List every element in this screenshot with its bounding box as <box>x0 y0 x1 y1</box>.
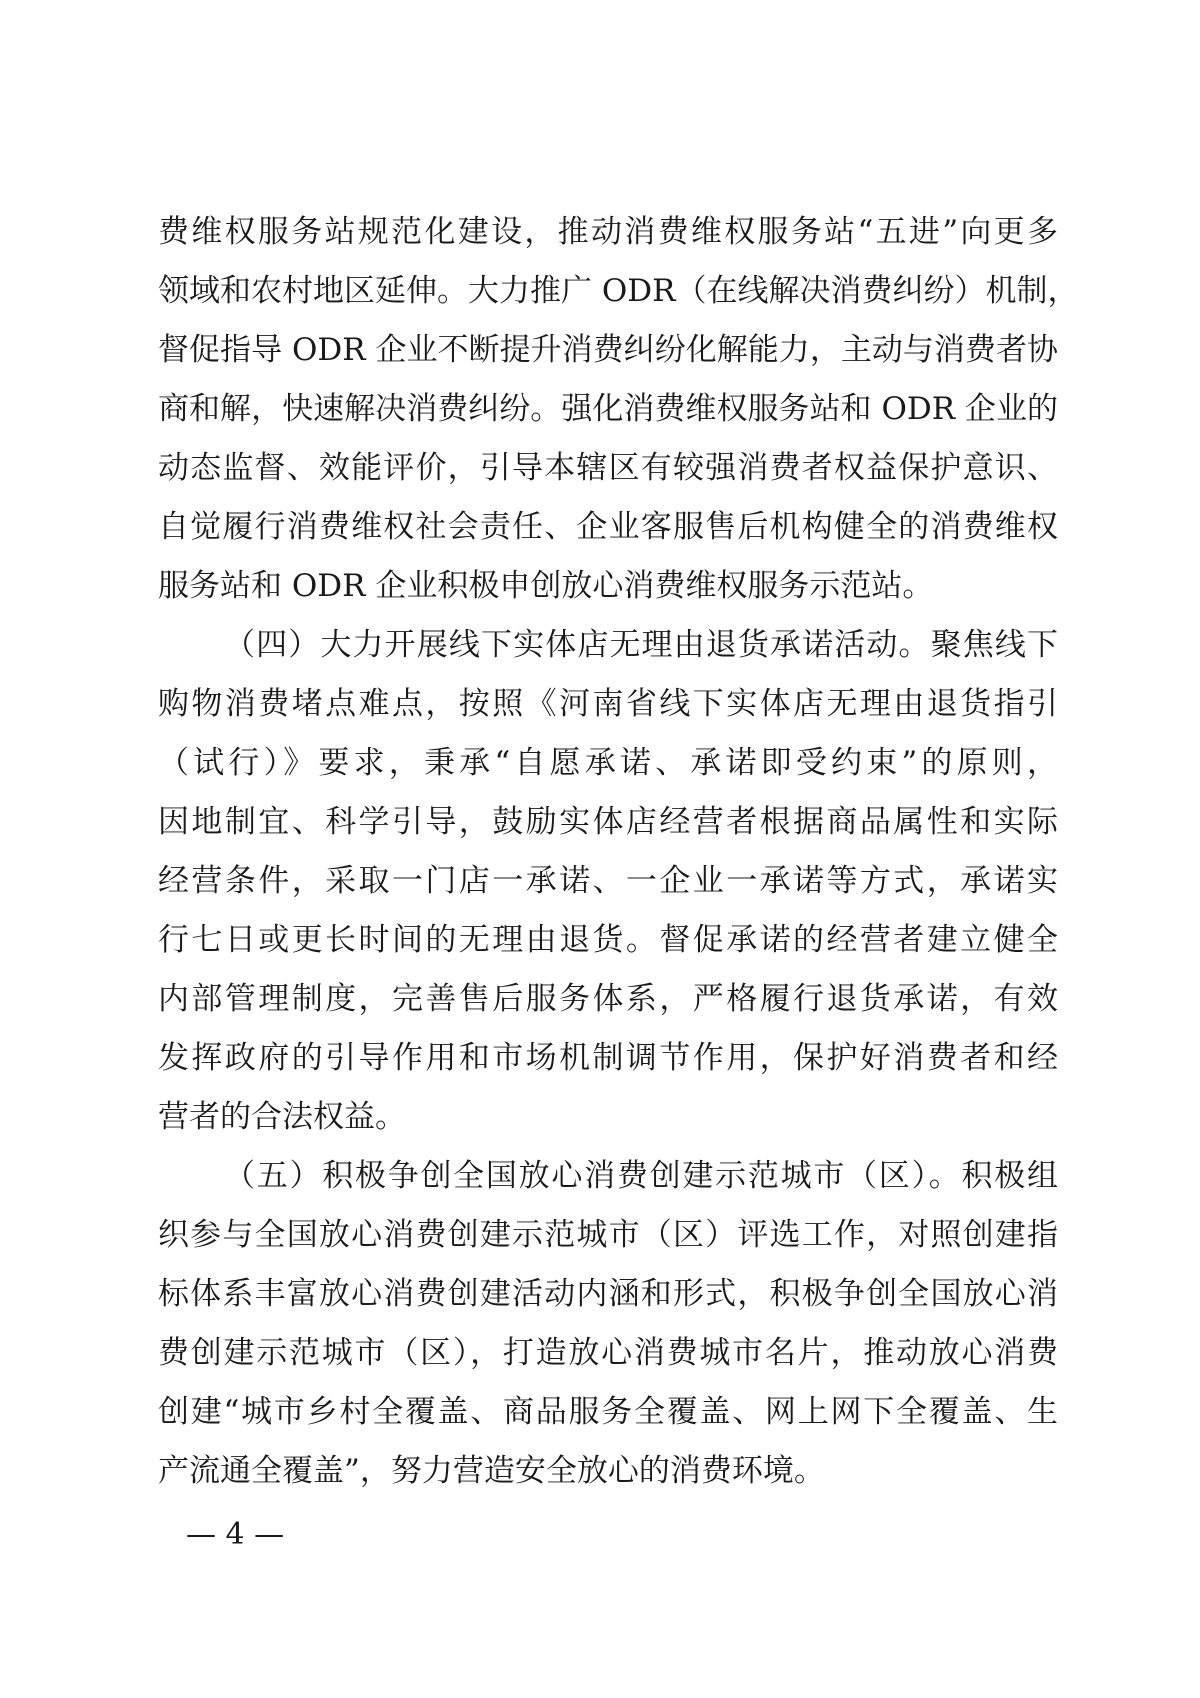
text-line: 督促指导 ODR 企业不断提升消费纠纷化解能力，主动与消费者协 <box>158 332 1058 368</box>
body-text <box>158 203 1079 1501</box>
text-line: 发挥政府的引导作用和市场机制调节作用，保护好消费者和经 <box>158 1040 1058 1076</box>
text-line: 费创建示范城市（区），打造放心消费城市名片，推动放心消费 <box>158 1335 1058 1371</box>
text-line: 费维权服务站规范化建设，推动消费维权服务站“五进”向更多 <box>158 214 1058 250</box>
text-line: 因地制宜、科学引导，鼓励实体店经营者根据商品属性和实际 <box>158 804 1058 840</box>
section-heading-line: （五）积极争创全国放心消费创建示范城市（区）。积极组 <box>224 1158 1058 1194</box>
text-line: 营者的合法权益。 <box>158 1099 406 1135</box>
page-number: — 4 — <box>186 1517 285 1552</box>
paragraph-3 <box>158 1147 1058 1501</box>
text-line: （试行）》要求，秉承“自愿承诺、承诺即受约束”的原则， <box>158 745 1058 781</box>
text-line: 创建“城市乡村全覆盖、商品服务全覆盖、网上网下全覆盖、生 <box>158 1394 1058 1430</box>
text-line: 商和解，快速解决消费纠纷。强化消费维权服务站和 ODR 企业的 <box>158 391 1058 427</box>
text-line: 领域和农村地区延伸。大力推广 ODR（在线解决消费纠纷）机制， <box>158 273 1079 309</box>
text-line: 产流通全覆盖”，努力营造安全放心的消费环境。 <box>158 1453 825 1489</box>
paragraph-2 <box>158 616 1058 1147</box>
section-heading-line: （四）大力开展线下实体店无理由退货承诺活动。聚焦线下 <box>224 627 1058 663</box>
text-line: 标体系丰富放心消费创建活动内涵和形式，积极争创全国放心消 <box>158 1276 1058 1312</box>
text-line: 服务站和 ODR 企业积极申创放心消费维权服务示范站。 <box>158 568 934 604</box>
text-line: 经营条件，采取一门店一承诺、一企业一承诺等方式，承诺实 <box>158 863 1058 899</box>
text-line: 织参与全国放心消费创建示范城市（区）评选工作，对照创建指 <box>158 1217 1058 1253</box>
text-line: 内部管理制度，完善售后服务体系，严格履行退货承诺，有效 <box>158 981 1058 1017</box>
text-line: 自觉履行消费维权社会责任、企业客服售后机构健全的消费维权 <box>158 509 1058 545</box>
text-line: 动态监督、效能评价，引导本辖区有较强消费者权益保护意识、 <box>158 450 1058 486</box>
paragraph-1 <box>158 203 1079 616</box>
text-line: 行七日或更长时间的无理由退货。督促承诺的经营者建立健全 <box>158 922 1058 958</box>
text-line: 购物消费堵点难点，按照《河南省线下实体店无理由退货指引 <box>158 686 1058 722</box>
